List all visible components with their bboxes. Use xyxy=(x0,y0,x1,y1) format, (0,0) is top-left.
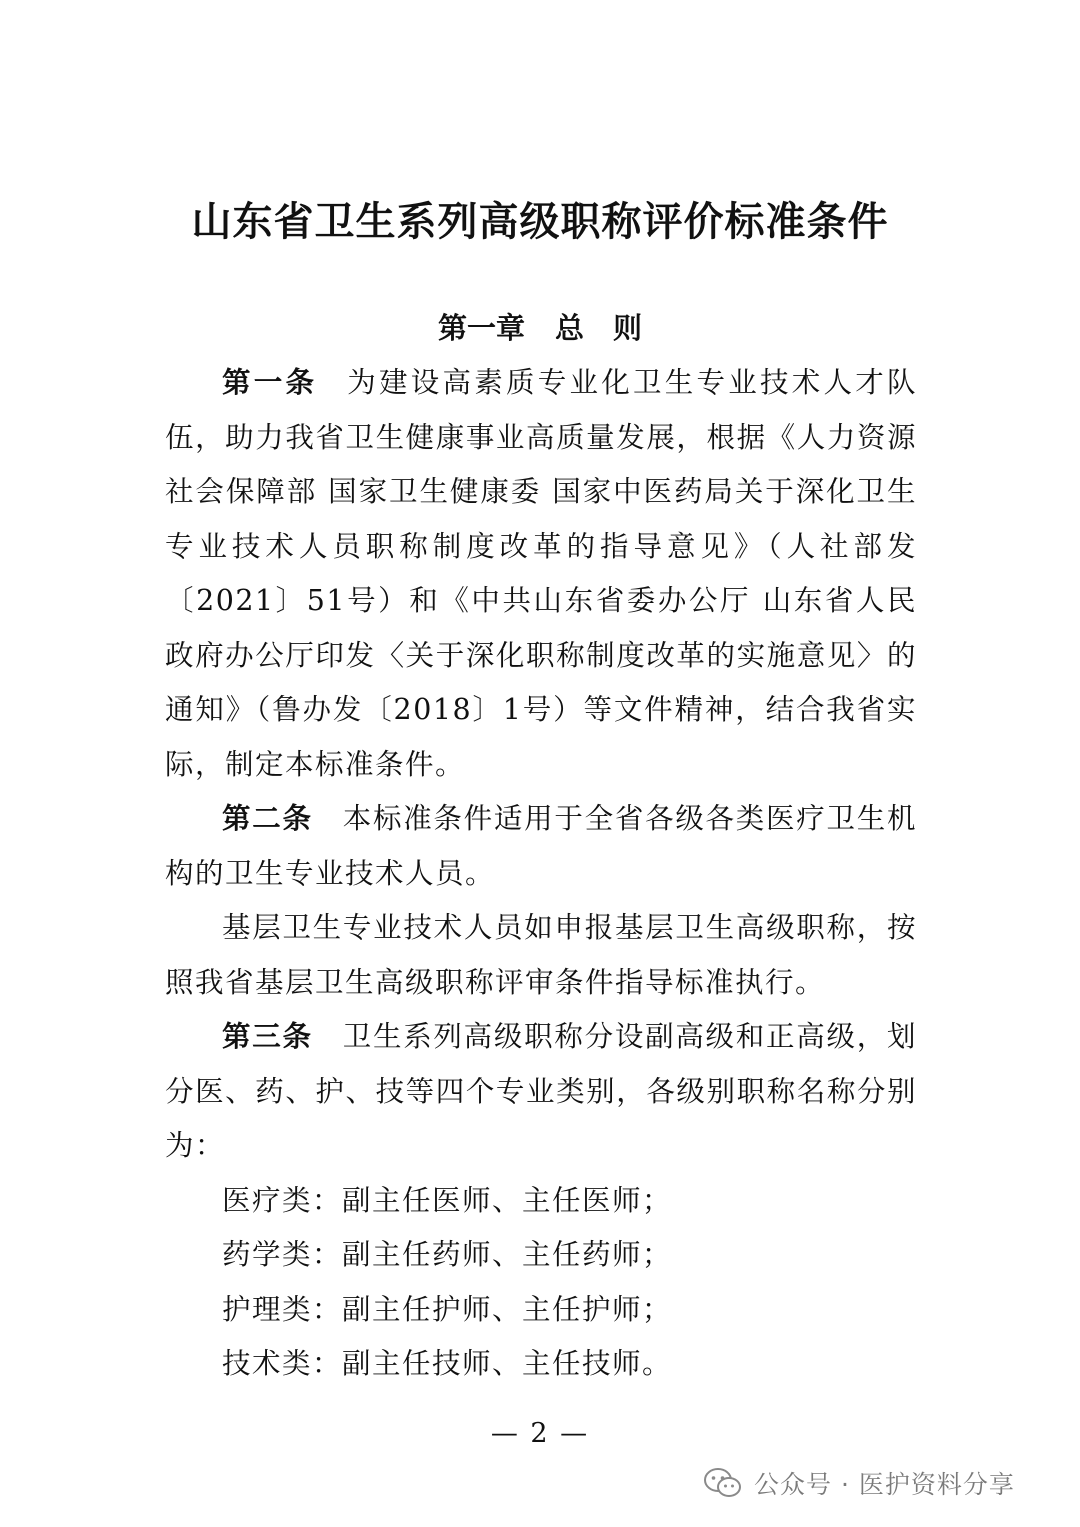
watermark-text: 公众号 · 医护资料分享 xyxy=(754,1470,1015,1499)
list-item: 技术类：副主任技师、主任技师。 xyxy=(222,1347,673,1380)
article-2-head: 第二条 xyxy=(222,802,313,835)
article-2 xyxy=(165,792,917,901)
list-item: 护理类：副主任护师、主任护师； xyxy=(222,1292,673,1326)
chapter-name: 总 则 xyxy=(555,311,643,345)
article-2-text: 本标准条件适用于全省各级各类医疗卫生机构的卫生专业技术人员。 xyxy=(165,802,917,890)
document-body xyxy=(165,356,917,1392)
wechat-icon xyxy=(704,1467,742,1499)
page-number: — 2 — xyxy=(490,1418,590,1449)
article-1-head: 第一条 xyxy=(222,366,318,399)
article-3-text: 卫生系列高级职称分设副高级和正高级，划分医、药、护、技等四个专业类别，各级别职称名称分别为： xyxy=(165,1020,917,1162)
chapter-heading xyxy=(150,306,930,347)
article-3 xyxy=(165,1010,917,1174)
article-1 xyxy=(165,356,917,792)
article-2-extra: 基层卫生专业技术人员如申报基层卫生高级职称，按照我省基层卫生高级职称评审条件指导标准执行。 xyxy=(165,911,917,999)
watermark xyxy=(704,1460,1015,1506)
list-item: 医疗类：副主任医师、主任医师； xyxy=(222,1183,673,1217)
chapter-label: 第一章 xyxy=(437,311,525,345)
document-title: 山东省卫生系列高级职称评价标准条件 xyxy=(191,199,889,245)
article-3-head: 第三条 xyxy=(222,1020,313,1053)
article-1-text: 为建设高素质专业化卫生专业技术人才队伍，助力我省卫生健康事业高质量发展，根据《人力资源社会保障部 国家卫生健康委 国家中医药局关于深化卫生专业技术人员职称制度改革的指导意见》（人社部发〔2021〕51号）和《中共山东省委办公厅 山东省人民政府办公厅印发〈关于深化职称制度改革的实施意见〉的通知》（鲁办发〔2018〕1号）等文件精神，结合我省实际，制定本标准条件。 xyxy=(165,366,917,781)
list-item: 药学类：副主任药师、主任药师； xyxy=(222,1238,673,1271)
